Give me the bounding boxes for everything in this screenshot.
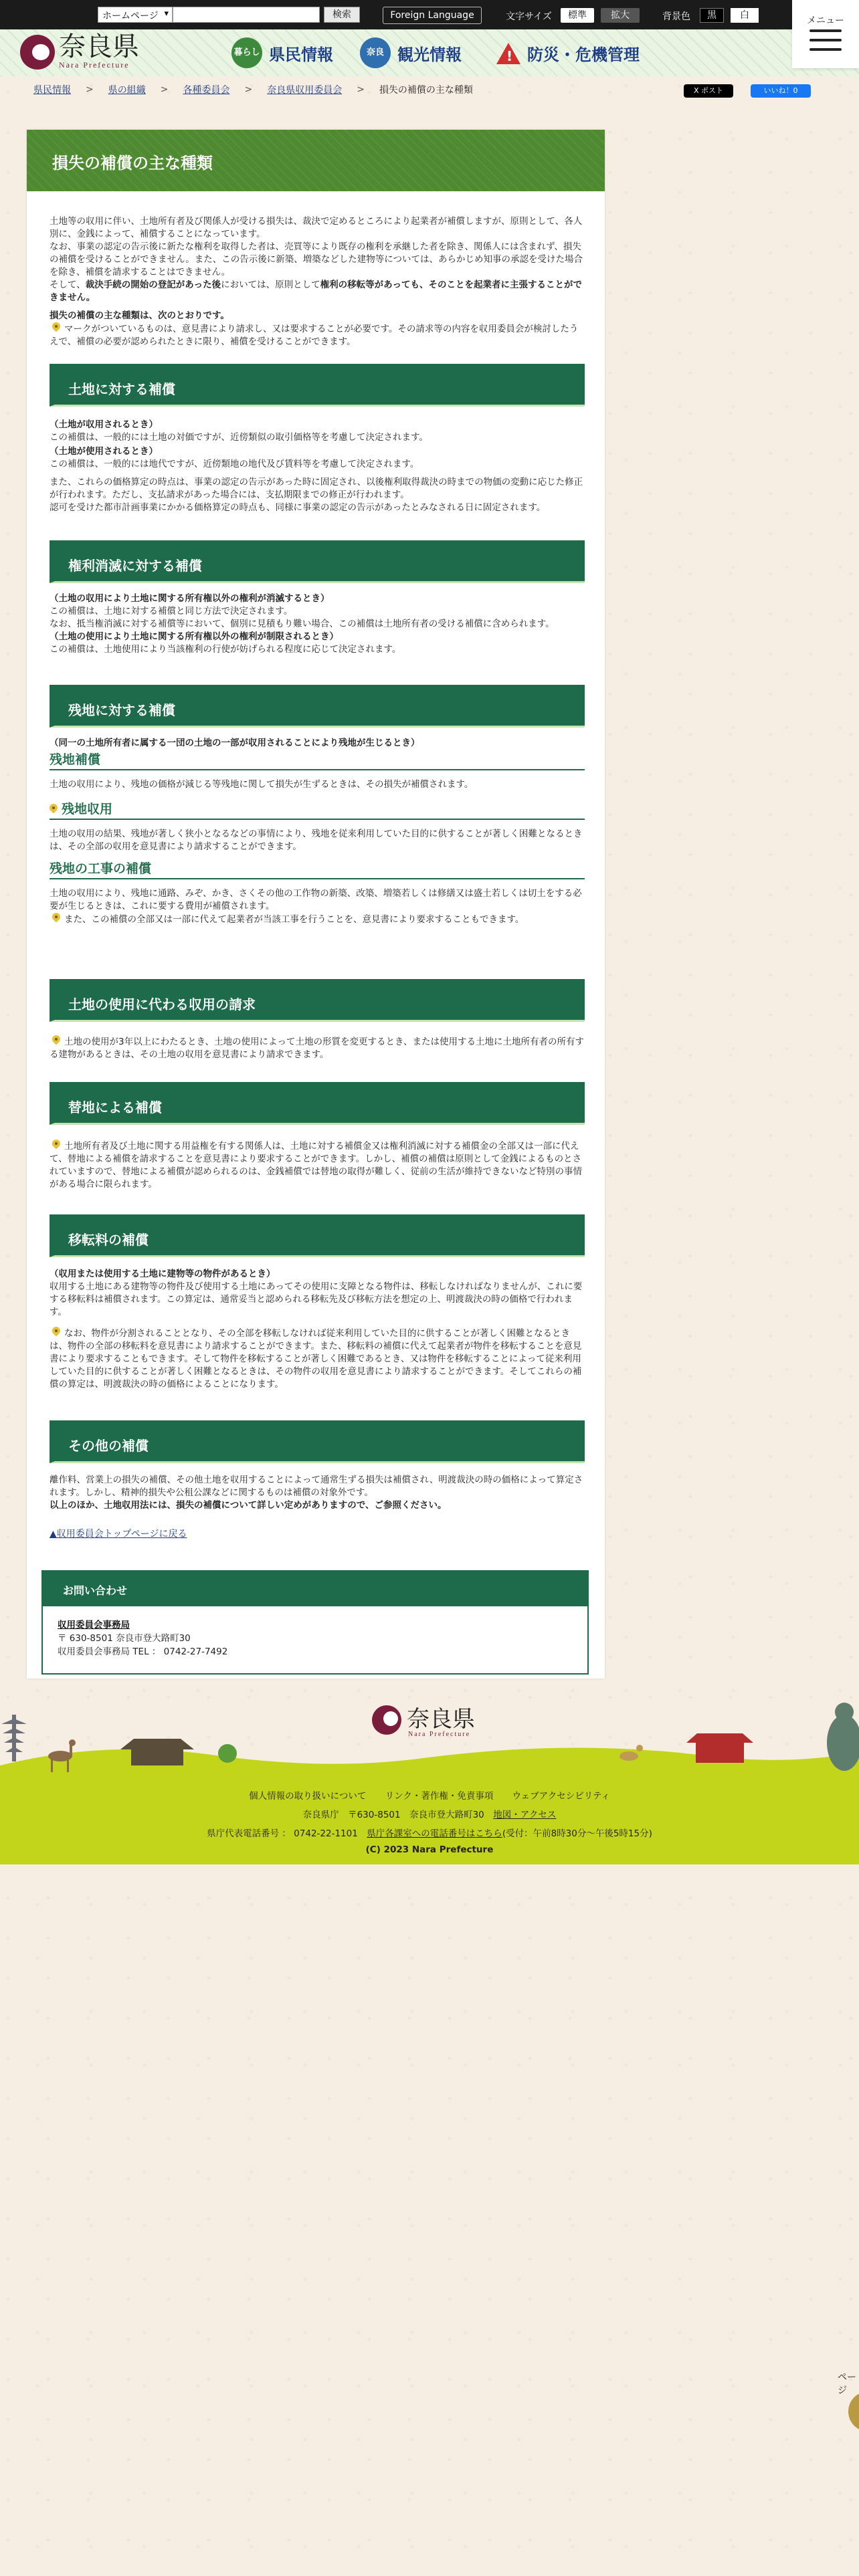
- section-heading: 替地による補償: [50, 1082, 585, 1125]
- nara-logo-icon: [20, 35, 55, 70]
- contact-tel: 収用委員会事務局 TEL ： 0742-27-7492: [58, 1646, 228, 1657]
- nav-bousai-label: 防災・危機管理: [527, 45, 640, 64]
- facebook-like-button[interactable]: いいね！0: [751, 84, 811, 98]
- breadcrumb: [33, 83, 473, 96]
- font-standard-button[interactable]: 標準: [561, 8, 594, 23]
- page-title-bar: [27, 130, 605, 191]
- search-input[interactable]: [173, 7, 320, 23]
- nav-kanko-label: 観光情報: [397, 45, 462, 64]
- pin-icon: [52, 1035, 60, 1046]
- back-to-top-link[interactable]: ▲収用委員会トップページに戻る: [50, 1529, 187, 1539]
- hamburger-icon: [809, 39, 842, 41]
- nav-bousai[interactable]: [496, 41, 640, 65]
- main-content: [27, 130, 605, 1679]
- shrine-icon: [686, 1733, 753, 1763]
- nara-icon: 奈良: [360, 37, 391, 68]
- map-access-link[interactable]: 地図・アクセス: [493, 1810, 557, 1820]
- intro-text: そして、裁決手続の開始の登記があった後においては、原則として権利の移転等があっても、そのことを起業者に主張することができません。: [50, 280, 582, 303]
- intro: [50, 215, 585, 348]
- search-button[interactable]: 検索: [324, 7, 360, 23]
- kurashi-icon: 暮らし: [231, 37, 262, 68]
- breadcrumb-link[interactable]: 県民情報: [33, 85, 71, 96]
- main-types-text: 損失の補償の主な種類は、次のとおりです。: [50, 310, 229, 321]
- logo-name: 奈良県: [59, 31, 139, 62]
- section-heading: その他の補償: [50, 1420, 585, 1463]
- foreign-language-button[interactable]: Foreign Language: [383, 7, 482, 24]
- footer-link[interactable]: リンク・著作権・免責事項: [385, 1791, 494, 1802]
- chevron-right-icon: >: [357, 84, 365, 95]
- bg-black-button[interactable]: 黒: [700, 8, 724, 23]
- section-heading: 残地に対する補償: [50, 685, 585, 728]
- subsection-heading: 残地収用: [50, 803, 585, 820]
- contact-office-link[interactable]: 収用委員会事務局: [58, 1620, 130, 1630]
- page-title: 損失の補償の主な種類: [52, 154, 213, 173]
- copyright: (C) 2023 Nara Prefecture: [365, 1844, 494, 1855]
- section-land: （土地が収用されるとき） この補償は、一般的には土地の対価ですが、近傍類似の取引価格等を考慮して決定されます。 （土地が使用されるとき） この補償は、一般的には地代ですが、近傍類地の地代及び賃料等を考慮して決定されます。 また、これらの価格算定の時点は、事業の認定の告示があった時に固定され、以後権利取得裁決の時までの物価の変動に応じた修正が行われます。ただし、支払請求があった場合には、支払期限までの修正が行われます。 認可を受けた都市計画事業にかかる価格算定の時点も、同様に事業の認定の告示があったとみなされる日に固定されます。: [50, 419, 583, 513]
- section-heading: 土地の使用に代わる収用の請求: [50, 979, 585, 1022]
- logo-en: Nara Prefecture: [59, 60, 130, 70]
- breadcrumb-link[interactable]: 県の組織: [108, 85, 146, 96]
- chevron-right-icon: >: [244, 84, 253, 95]
- breadcrumb-link[interactable]: 奈良県収用委員会: [267, 85, 343, 96]
- menu-label: メニュー: [807, 15, 844, 26]
- bg-color-label: 背景色: [662, 11, 690, 22]
- nav-kanko[interactable]: [360, 37, 462, 68]
- pin-icon: [52, 322, 60, 333]
- warning-icon: [496, 43, 520, 64]
- breadcrumb-link[interactable]: 各種委員会: [183, 85, 230, 96]
- footer-address: 奈良県庁 〒630-8501 奈良市登大路町30 地図・アクセス: [302, 1810, 557, 1820]
- footer-link[interactable]: 個人情報の取り扱いについて: [249, 1791, 367, 1802]
- hamburger-icon: [809, 29, 842, 32]
- footer-tel: 県庁代表電話番号 ： 0742-22-1101 県庁各課室への電話番号はこちら(受付：午前8時30分～午後5時15分): [207, 1828, 652, 1839]
- section-use-claim: 土地の使用が3年以上にわたるとき、土地の使用によって土地の形質を変更するとき、または使用する土地に土地所有者の所有する建物があるときは、その土地の収用を意見書により請求できます。: [50, 1037, 585, 1060]
- page-top-button[interactable]: [848, 2391, 859, 2432]
- nav-kenmin[interactable]: [231, 37, 333, 68]
- site-logo[interactable]: [20, 33, 139, 70]
- intro-text: 土地等の収用に伴い、土地所有者及び関係人が受ける損失は、裁決で定めるところにより起業者が補償しますが、原則として、各人別に、金銭によって、補償することになっています。: [50, 216, 583, 239]
- pin-icon: [52, 1327, 60, 1337]
- contact-address: 〒 630-8501 奈良市登大路町30: [58, 1633, 191, 1644]
- subsection-heading: 残地補償: [50, 754, 585, 770]
- menu-button[interactable]: [792, 0, 859, 68]
- section-heading: 土地に対する補償: [50, 364, 585, 407]
- section-rights: （土地の収用により土地に関する所有権以外の権利が消滅するとき） この補償は、土地に対する補償と同じ方法で決定されます。 なお、抵当権消滅に対する補償等において、個別に見積もり難い場合、この補償は土地所有者の受ける補償に含められます。 （土地の使用により土地に関する所有権以外の権利が制限されるとき） この補償は、土地使用により当該権利の行使が妨げられる程度に応じて決定されます。: [50, 593, 555, 655]
- contact-box: [41, 1570, 589, 1675]
- page-top-label[interactable]: ページ: [838, 2372, 856, 2396]
- section-remnant: （同一の土地所有者に属する一団の土地の一部が収用されることにより残地が生じるとき） 残地補償 土地の収用により、残地の価格が減じる等残地に関して損失が生ずるときは、その損失が補償されます。 残地収用 土地の収用の結果、残地が著しく狭小となるなどの事情により、残地を従来利用していた目的に供することが著しく困難となるときは、その全部の収用を意見書により請求することができます。 残地の工事の補償 土地の収用により、残地に通路、みぞ、かき、さくその他の工作物の新築、改築、増築若しくは修繕又は盛土若しくは切土をする必要が生じるときは、これに要する費用が補償されます。 また、この補償の全部又は一部に代えて起業者が当該工事を行うことを、意見書により要求することもできます。: [50, 737, 585, 926]
- svg-text:奈良県: 奈良県: [407, 1706, 475, 1733]
- font-large-button[interactable]: 拡大: [601, 8, 640, 23]
- buddha-icon: [827, 1703, 859, 1771]
- pagoda-icon: [1, 1715, 27, 1761]
- site-header: [0, 29, 859, 76]
- footer-illustration: [0, 1692, 859, 1778]
- pin-note: マークがついているものは、意見書により請求し、又は要求することが必要です。その請求等の内容を収用委員会が検討したうえで、補償の必要が認められたときに限り、補償を受けることができます。: [50, 324, 579, 347]
- chevron-right-icon: >: [86, 84, 94, 95]
- site-footer: [0, 1778, 859, 1864]
- section-other: 離作料、営業上の損失の補償、その他土地を収用することによって通常生ずる損失は補償され、明渡裁決の時の価格によって算定されます。しかし、精神的損失や公租公課などに関するものは補償の対象外です。 以上のほか、土地収用法には、損失の補償について詳しい定めがありますので、ご参照ください。 ▲収用委員会トップページに戻る: [50, 1475, 583, 1539]
- section-substitute: 土地所有者及び土地に関する用益権を有する関係人は、土地に対する補償金又は権利消滅に対する補償金の全部又は一部に代えて、替地による補償を請求することを意見書により要求することができます。しかし、補償の補償は原則として金銭によるものとされていますので、替地による補償が認められるのは、金銭補償では替地の取得が難しく、従前の生活が維持できないなど特別の事情がある場合に限られます。: [50, 1141, 582, 1190]
- pref-logo: [372, 1705, 475, 1738]
- section-relocation: （収用または使用する土地に建物等の物件があるとき） 収用する土地にある建物等の物件及び使用する土地にあってその使用に支障となる物件は、移転しなければなりませんが、これに要する移転料は補償されます。この算定は、通常妥当と認められる移転先及び移転方法を想定の上、明渡裁決の時の価格で行われます。 なお、物件が分割されることとなり、その全部を移転しなければ従来利用していた目的に供することが著しく困難となるときは、物件の全部の移転料を意見書により請求することができます。また、移転料の補償に代えて起業者が物件を移転することを意見書により要求することもできます。そして物件を移転することが著しく困難であるとき、又は物件を移転することによって従来利用していた目的に供することが著しく困難となるときは、その物件の収用を意見書により請求することができます。そしてこれらの補償の算定は、明渡裁決の時の価格によることになります。: [50, 1269, 583, 1390]
- pin-icon: [52, 1140, 60, 1150]
- chevron-right-icon: >: [160, 84, 169, 95]
- footer-link[interactable]: ウェブアクセシビリティ: [512, 1791, 610, 1802]
- footer-links: [0, 1788, 859, 1802]
- tree-icon: [218, 1744, 237, 1763]
- pin-icon: [52, 913, 60, 924]
- utility-bar: [0, 0, 859, 29]
- font-size-label: 文字サイズ: [506, 11, 552, 22]
- section-heading: 権利消滅に対する補償: [50, 540, 585, 583]
- hamburger-icon: [809, 48, 842, 51]
- contact-heading: お問い合わせ: [43, 1572, 587, 1606]
- intro-text: なお、事業の認定の告示後に新たな権利を取得した者は、売買等により既存の権利を承継した者を除き、関係人には含まれず、損失の補償を受けることができません。また、この告示後に新築、増築などした建物等については、あらかじめ知事の承認を受けた場合を除き、補償を請求することはできません。: [50, 241, 583, 278]
- nav-kenmin-label: 県民情報: [269, 45, 333, 64]
- x-post-button[interactable]: X ポスト: [684, 84, 733, 98]
- site-select[interactable]: ホームページ ▾: [98, 7, 173, 23]
- breadcrumb-current: 損失の補償の主な種類: [379, 85, 473, 96]
- svg-text:Nara Prefecture: Nara Prefecture: [408, 1731, 471, 1738]
- temple-icon: [120, 1739, 194, 1765]
- pin-icon: [50, 804, 58, 815]
- tel-list-link[interactable]: 県庁各課室への電話番号はこちら: [367, 1828, 502, 1839]
- section-heading: 移転料の補償: [50, 1214, 585, 1257]
- bg-white-button[interactable]: 白: [731, 8, 759, 23]
- subsection-heading: 残地の工事の補償: [50, 863, 585, 879]
